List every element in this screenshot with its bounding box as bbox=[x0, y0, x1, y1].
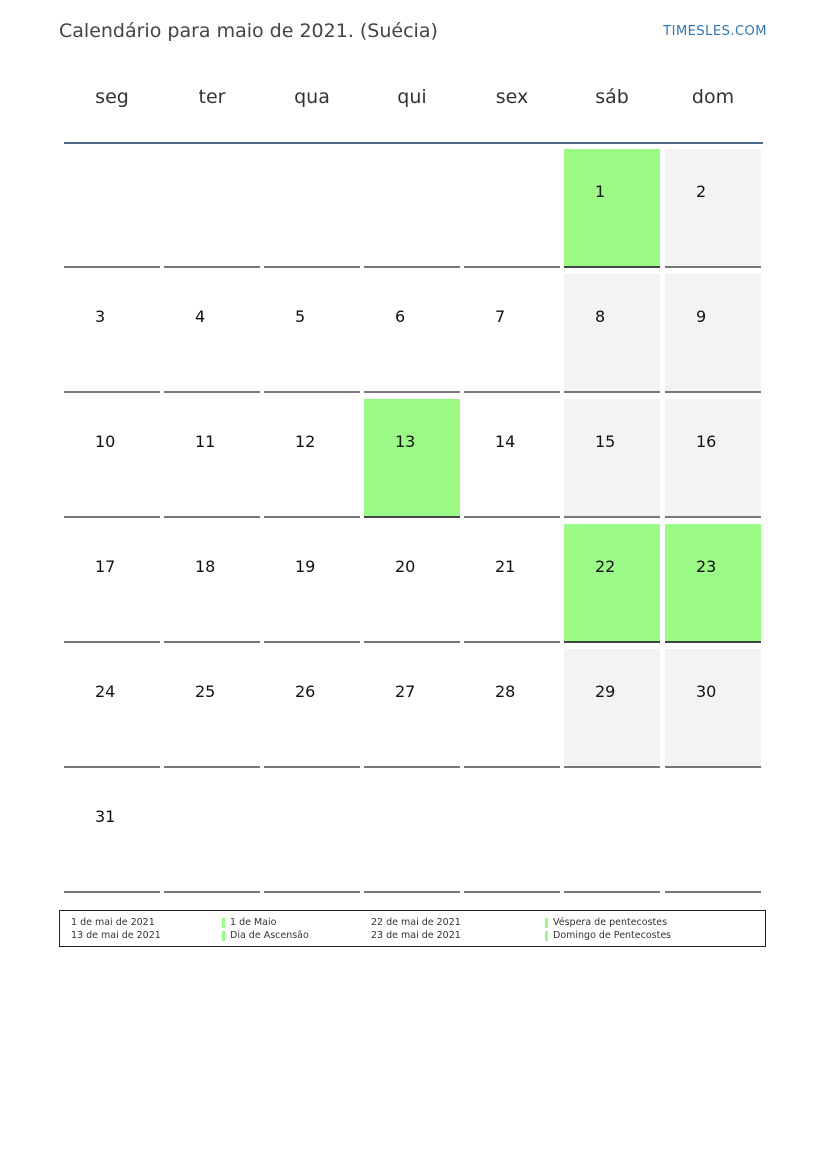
day-number: 20 bbox=[395, 557, 416, 576]
empty-day-cell bbox=[364, 149, 460, 268]
calendar-grid bbox=[64, 149, 764, 895]
day-number: 24 bbox=[95, 682, 116, 701]
day-number: 17 bbox=[95, 557, 116, 576]
day-number: 13 bbox=[395, 432, 416, 451]
day-number: 15 bbox=[595, 432, 616, 451]
day-number: 14 bbox=[495, 432, 516, 451]
day-cell bbox=[564, 149, 660, 268]
weekday-label: qui bbox=[397, 86, 427, 108]
day-number: 2 bbox=[696, 182, 707, 201]
day-number: 4 bbox=[195, 307, 206, 326]
day-cell bbox=[64, 649, 160, 768]
legend-date: 23 de mai de 2021 bbox=[371, 930, 461, 941]
legend-holiday-name: 1 de Maio bbox=[230, 917, 277, 928]
empty-day-cell bbox=[464, 149, 560, 268]
day-number: 31 bbox=[95, 807, 116, 826]
day-cell bbox=[665, 399, 761, 518]
day-cell bbox=[64, 774, 160, 893]
day-number: 8 bbox=[595, 307, 606, 326]
legend-row bbox=[60, 917, 765, 930]
day-number: 27 bbox=[395, 682, 416, 701]
empty-day-cell bbox=[264, 149, 360, 268]
day-cell bbox=[64, 274, 160, 393]
day-number: 21 bbox=[495, 557, 516, 576]
day-number: 1 bbox=[595, 182, 606, 201]
day-cell bbox=[164, 649, 260, 768]
empty-day-cell bbox=[264, 774, 360, 893]
day-cell bbox=[264, 524, 360, 643]
day-cell bbox=[164, 399, 260, 518]
legend-holiday-name: Domingo de Pentecostes bbox=[553, 930, 672, 941]
empty-day-cell bbox=[464, 774, 560, 893]
empty-day-cell bbox=[164, 149, 260, 268]
legend-holiday-marker bbox=[222, 931, 225, 941]
day-number: 12 bbox=[295, 432, 316, 451]
day-cell bbox=[364, 399, 460, 518]
day-number: 22 bbox=[595, 557, 616, 576]
day-number: 26 bbox=[295, 682, 316, 701]
empty-day-cell bbox=[564, 774, 660, 893]
day-number: 5 bbox=[295, 307, 306, 326]
day-number: 19 bbox=[295, 557, 316, 576]
day-cell bbox=[264, 399, 360, 518]
day-number: 11 bbox=[195, 432, 216, 451]
day-cell bbox=[564, 649, 660, 768]
day-number: 7 bbox=[495, 307, 506, 326]
weekday-label: qua bbox=[294, 86, 330, 108]
day-cell bbox=[64, 524, 160, 643]
day-cell bbox=[564, 524, 660, 643]
day-number: 25 bbox=[195, 682, 216, 701]
empty-day-cell bbox=[665, 774, 761, 893]
day-number: 30 bbox=[696, 682, 717, 701]
weekday-label: sáb bbox=[595, 86, 629, 108]
day-cell bbox=[464, 524, 560, 643]
weekday-label: ter bbox=[198, 86, 226, 108]
day-cell bbox=[364, 649, 460, 768]
day-cell bbox=[264, 274, 360, 393]
day-number: 18 bbox=[195, 557, 216, 576]
legend-holiday-marker bbox=[222, 918, 225, 928]
day-number: 16 bbox=[696, 432, 717, 451]
page-title: Calendário para maio de 2021. (Suécia) bbox=[59, 20, 438, 42]
day-cell bbox=[364, 524, 460, 643]
empty-day-cell bbox=[64, 149, 160, 268]
brand-link[interactable]: TIMESLES.COM bbox=[663, 24, 767, 39]
day-cell bbox=[665, 649, 761, 768]
day-number: 6 bbox=[395, 307, 406, 326]
day-number: 3 bbox=[95, 307, 106, 326]
day-cell bbox=[164, 274, 260, 393]
day-cell bbox=[665, 149, 761, 268]
holiday-legend bbox=[59, 910, 766, 947]
day-cell bbox=[64, 399, 160, 518]
legend-date: 22 de mai de 2021 bbox=[371, 917, 461, 928]
day-number: 28 bbox=[495, 682, 516, 701]
day-cell bbox=[264, 649, 360, 768]
legend-date: 13 de mai de 2021 bbox=[71, 930, 161, 941]
legend-date: 1 de mai de 2021 bbox=[71, 917, 155, 928]
day-cell bbox=[665, 274, 761, 393]
day-number: 23 bbox=[696, 557, 717, 576]
weekday-label: seg bbox=[95, 86, 129, 108]
legend-holiday-name: Véspera de pentecostes bbox=[553, 917, 668, 928]
legend-holiday-name: Dia de Ascensão bbox=[230, 930, 309, 941]
day-number: 9 bbox=[696, 307, 707, 326]
day-cell bbox=[564, 399, 660, 518]
empty-day-cell bbox=[364, 774, 460, 893]
day-number: 10 bbox=[95, 432, 116, 451]
day-cell bbox=[665, 524, 761, 643]
empty-day-cell bbox=[164, 774, 260, 893]
legend-holiday-marker bbox=[545, 918, 548, 928]
day-cell bbox=[464, 649, 560, 768]
weekday-label: dom bbox=[691, 86, 735, 108]
weekday-header bbox=[64, 86, 764, 122]
day-cell bbox=[164, 524, 260, 643]
day-number: 29 bbox=[595, 682, 616, 701]
legend-holiday-marker bbox=[545, 931, 548, 941]
day-cell bbox=[564, 274, 660, 393]
header-divider bbox=[64, 142, 763, 144]
day-cell bbox=[464, 399, 560, 518]
day-cell bbox=[364, 274, 460, 393]
day-cell bbox=[464, 274, 560, 393]
legend-row bbox=[60, 930, 765, 943]
weekday-label: sex bbox=[495, 86, 529, 108]
